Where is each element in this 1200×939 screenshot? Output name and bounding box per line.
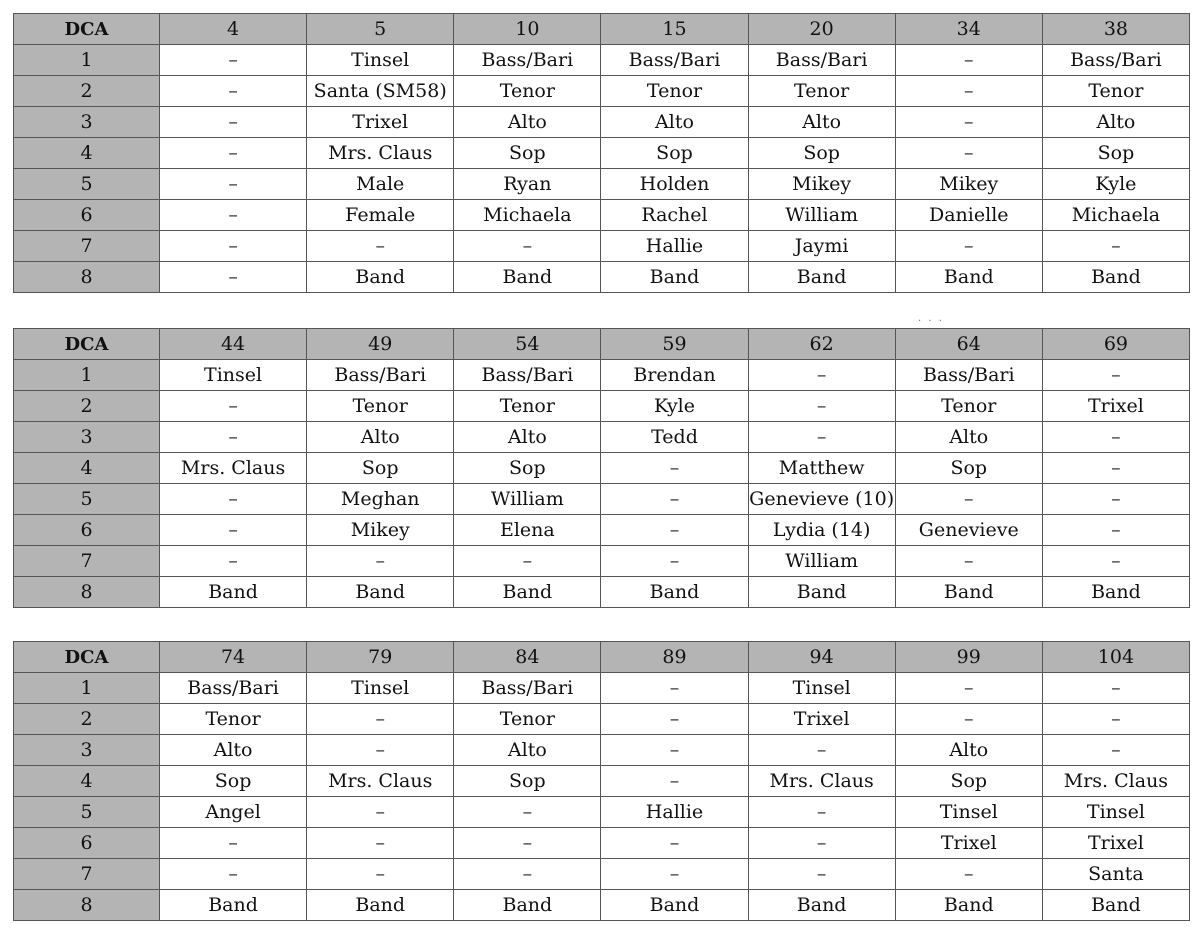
stray-mark: · · · — [918, 316, 944, 327]
table-cell: Band — [601, 262, 748, 293]
table-cell: Sop — [601, 138, 748, 169]
table-cell: – — [895, 704, 1042, 735]
table-cell: – — [160, 169, 307, 200]
column-header: 79 — [307, 642, 454, 673]
table-cell: Trixel — [1042, 828, 1189, 859]
row-label: 6 — [14, 515, 160, 546]
dca-corner-header: DCA — [14, 642, 160, 673]
table-row — [14, 391, 1190, 422]
column-header: 69 — [1042, 329, 1189, 360]
table-row — [14, 515, 1190, 546]
table-cell: – — [601, 859, 748, 890]
table-cell: – — [160, 828, 307, 859]
table-cell: Alto — [307, 422, 454, 453]
table-cell: – — [307, 546, 454, 577]
row-label: 4 — [14, 453, 160, 484]
table-cell: – — [160, 138, 307, 169]
table-cell: Tenor — [454, 391, 601, 422]
table-cell: Alto — [454, 422, 601, 453]
table-cell: Tinsel — [748, 673, 895, 704]
row-label: 5 — [14, 484, 160, 515]
table-cell: – — [160, 422, 307, 453]
table-cell: – — [1042, 231, 1189, 262]
table-cell: – — [601, 484, 748, 515]
table-cell: – — [895, 546, 1042, 577]
table-cell: Trixel — [307, 107, 454, 138]
row-label: 1 — [14, 360, 160, 391]
table-cell: Jaymi — [748, 231, 895, 262]
table-cell: Tinsel — [1042, 797, 1189, 828]
table-cell: Band — [748, 262, 895, 293]
column-header: 94 — [748, 642, 895, 673]
header-row — [14, 329, 1190, 360]
table-cell: Bass/Bari — [748, 45, 895, 76]
table-cell: – — [160, 231, 307, 262]
table-cell: – — [748, 735, 895, 766]
dca-corner-header: DCA — [14, 329, 160, 360]
table-row — [14, 577, 1190, 608]
table-cell: Genevieve — [895, 515, 1042, 546]
header-row — [14, 642, 1190, 673]
header-row — [14, 14, 1190, 45]
table-cell: Tenor — [1042, 76, 1189, 107]
table-cell: Trixel — [1042, 391, 1189, 422]
table-cell: Alto — [748, 107, 895, 138]
table-cell: Band — [307, 890, 454, 921]
table-cell: – — [1042, 453, 1189, 484]
table-cell: Female — [307, 200, 454, 231]
table-cell: Band — [160, 890, 307, 921]
row-label: 5 — [14, 169, 160, 200]
table-cell: – — [160, 262, 307, 293]
table-cell: Mikey — [895, 169, 1042, 200]
row-label: 2 — [14, 391, 160, 422]
table-cell: – — [895, 76, 1042, 107]
table-cell: Band — [307, 577, 454, 608]
row-label: 1 — [14, 45, 160, 76]
table-cell: Band — [454, 890, 601, 921]
table-cell: – — [1042, 546, 1189, 577]
table-cell: Sop — [895, 766, 1042, 797]
table-cell: – — [748, 859, 895, 890]
table-row — [14, 45, 1190, 76]
table-cell: – — [307, 231, 454, 262]
table-cell: Band — [1042, 262, 1189, 293]
table-1-header — [14, 14, 1190, 45]
table-row — [14, 231, 1190, 262]
table-cell: Trixel — [895, 828, 1042, 859]
table-cell: – — [895, 859, 1042, 890]
table-row — [14, 107, 1190, 138]
table-cell: Band — [748, 577, 895, 608]
table-cell: Bass/Bari — [895, 360, 1042, 391]
table-cell: Sop — [895, 453, 1042, 484]
table-cell: Bass/Bari — [1042, 45, 1189, 76]
table-cell: Ryan — [454, 169, 601, 200]
row-label: 7 — [14, 859, 160, 890]
table-cell: Genevieve (10) — [748, 484, 895, 515]
table-cell: Tinsel — [895, 797, 1042, 828]
table-cell: – — [1042, 484, 1189, 515]
table-cell: Tenor — [454, 76, 601, 107]
table-cell: Mrs. Claus — [748, 766, 895, 797]
dca-table-1 — [13, 13, 1190, 293]
table-row — [14, 453, 1190, 484]
table-cell: – — [307, 797, 454, 828]
row-label: 1 — [14, 673, 160, 704]
table-cell: – — [160, 107, 307, 138]
table-2-header — [14, 329, 1190, 360]
table-cell: – — [307, 704, 454, 735]
table-cell: – — [895, 107, 1042, 138]
table-cell: Tinsel — [160, 360, 307, 391]
column-header: 62 — [748, 329, 895, 360]
table-cell: – — [1042, 704, 1189, 735]
table-cell: Meghan — [307, 484, 454, 515]
table-cell: Alto — [454, 735, 601, 766]
table-cell: – — [601, 515, 748, 546]
table-cell: Sop — [454, 766, 601, 797]
dca-corner-header: DCA — [14, 14, 160, 45]
table-row — [14, 360, 1190, 391]
column-header: 44 — [160, 329, 307, 360]
table-cell: – — [748, 391, 895, 422]
table-cell: Santa (SM58) — [307, 76, 454, 107]
table-cell: Tenor — [895, 391, 1042, 422]
table-cell: William — [454, 484, 601, 515]
column-header: 38 — [1042, 14, 1189, 45]
table-cell: Sop — [748, 138, 895, 169]
table-cell: Tenor — [160, 704, 307, 735]
table-cell: William — [748, 200, 895, 231]
table-cell: Sop — [307, 453, 454, 484]
table-cell: Tedd — [601, 422, 748, 453]
table-cell: – — [1042, 422, 1189, 453]
table-cell: Lydia (14) — [748, 515, 895, 546]
table-cell: – — [748, 422, 895, 453]
column-header: 5 — [307, 14, 454, 45]
table-cell: Hallie — [601, 231, 748, 262]
table-cell: – — [601, 828, 748, 859]
table-cell: Santa — [1042, 859, 1189, 890]
row-label: 2 — [14, 76, 160, 107]
row-label: 7 — [14, 546, 160, 577]
table-cell: Tinsel — [307, 673, 454, 704]
table-cell: Tinsel — [307, 45, 454, 76]
table-row — [14, 890, 1190, 921]
column-header: 49 — [307, 329, 454, 360]
table-cell: Kyle — [601, 391, 748, 422]
table-cell: – — [454, 231, 601, 262]
table-cell: Band — [307, 262, 454, 293]
row-label: 6 — [14, 828, 160, 859]
table-cell: Trixel — [748, 704, 895, 735]
table-cell: Michaela — [1042, 200, 1189, 231]
table-cell: William — [748, 546, 895, 577]
table-row — [14, 546, 1190, 577]
table-cell: Alto — [454, 107, 601, 138]
column-header: 99 — [895, 642, 1042, 673]
table-1-body — [14, 45, 1190, 293]
table-cell: Mrs. Claus — [160, 453, 307, 484]
table-cell: – — [160, 76, 307, 107]
table-cell: Matthew — [748, 453, 895, 484]
table-cell: – — [748, 797, 895, 828]
table-row — [14, 138, 1190, 169]
table-cell: Sop — [1042, 138, 1189, 169]
row-label: 3 — [14, 422, 160, 453]
table-cell: Michaela — [454, 200, 601, 231]
table-cell: Band — [895, 577, 1042, 608]
table-cell: – — [160, 515, 307, 546]
table-cell: Bass/Bari — [454, 45, 601, 76]
table-cell: – — [895, 138, 1042, 169]
table-cell: Angel — [160, 797, 307, 828]
table-row — [14, 797, 1190, 828]
table-cell: Mrs. Claus — [307, 766, 454, 797]
table-row — [14, 200, 1190, 231]
table-cell: – — [601, 673, 748, 704]
table-cell: – — [454, 828, 601, 859]
table-cell: – — [601, 704, 748, 735]
table-3-header — [14, 642, 1190, 673]
column-header: 34 — [895, 14, 1042, 45]
table-cell: Alto — [160, 735, 307, 766]
table-cell: – — [160, 391, 307, 422]
row-label: 8 — [14, 890, 160, 921]
column-header: 4 — [160, 14, 307, 45]
table-cell: – — [748, 360, 895, 391]
table-cell: – — [1042, 735, 1189, 766]
table-cell: Alto — [601, 107, 748, 138]
table-cell: – — [1042, 515, 1189, 546]
table-cell: Mrs. Claus — [307, 138, 454, 169]
table-cell: – — [895, 484, 1042, 515]
table-cell: Mikey — [307, 515, 454, 546]
row-label: 3 — [14, 735, 160, 766]
table-cell: Brendan — [601, 360, 748, 391]
column-header: 104 — [1042, 642, 1189, 673]
table-cell: Band — [454, 262, 601, 293]
table-cell: – — [307, 828, 454, 859]
table-cell: Tenor — [454, 704, 601, 735]
table-cell: – — [601, 735, 748, 766]
table-row — [14, 484, 1190, 515]
table-cell: – — [1042, 360, 1189, 391]
table-cell: Mrs. Claus — [1042, 766, 1189, 797]
column-header: 64 — [895, 329, 1042, 360]
table-cell: – — [895, 673, 1042, 704]
table-cell: Alto — [895, 735, 1042, 766]
table-cell: – — [454, 797, 601, 828]
table-cell: – — [454, 859, 601, 890]
table-cell: Alto — [1042, 107, 1189, 138]
table-cell: – — [160, 200, 307, 231]
table-cell: Male — [307, 169, 454, 200]
table-cell: Band — [601, 577, 748, 608]
table-cell: – — [160, 546, 307, 577]
row-label: 5 — [14, 797, 160, 828]
table-cell: Band — [1042, 577, 1189, 608]
table-row — [14, 169, 1190, 200]
table-cell: Bass/Bari — [454, 360, 601, 391]
table-cell: Mikey — [748, 169, 895, 200]
table-cell: Sop — [454, 453, 601, 484]
table-cell: – — [601, 766, 748, 797]
table-row — [14, 262, 1190, 293]
column-header: 89 — [601, 642, 748, 673]
row-label: 8 — [14, 262, 160, 293]
row-label: 3 — [14, 107, 160, 138]
table-cell: Kyle — [1042, 169, 1189, 200]
table-cell: Bass/Bari — [160, 673, 307, 704]
table-cell: – — [307, 859, 454, 890]
table-row — [14, 766, 1190, 797]
table-cell: Band — [748, 890, 895, 921]
row-label: 2 — [14, 704, 160, 735]
table-cell: Bass/Bari — [307, 360, 454, 391]
row-label: 4 — [14, 138, 160, 169]
column-header: 84 — [454, 642, 601, 673]
table-cell: Band — [1042, 890, 1189, 921]
table-cell: – — [160, 484, 307, 515]
table-cell: Band — [160, 577, 307, 608]
table-row — [14, 859, 1190, 890]
table-row — [14, 735, 1190, 766]
table-row — [14, 673, 1190, 704]
row-label: 6 — [14, 200, 160, 231]
table-cell: – — [307, 735, 454, 766]
table-2-body — [14, 360, 1190, 608]
table-row — [14, 704, 1190, 735]
dca-table-2 — [13, 328, 1190, 608]
table-row — [14, 76, 1190, 107]
table-cell: Holden — [601, 169, 748, 200]
table-cell: Band — [895, 890, 1042, 921]
table-cell: – — [895, 231, 1042, 262]
row-label: 4 — [14, 766, 160, 797]
table-cell: Bass/Bari — [601, 45, 748, 76]
table-3-body — [14, 673, 1190, 921]
column-header: 15 — [601, 14, 748, 45]
table-cell: – — [160, 859, 307, 890]
table-cell: Band — [601, 890, 748, 921]
table-cell: Hallie — [601, 797, 748, 828]
row-label: 7 — [14, 231, 160, 262]
column-header: 74 — [160, 642, 307, 673]
table-row — [14, 828, 1190, 859]
table-cell: – — [601, 546, 748, 577]
table-cell: – — [748, 828, 895, 859]
table-cell: Rachel — [601, 200, 748, 231]
table-cell: – — [895, 45, 1042, 76]
table-cell: Band — [454, 577, 601, 608]
table-cell: Tenor — [601, 76, 748, 107]
table-cell: Tenor — [307, 391, 454, 422]
column-header: 10 — [454, 14, 601, 45]
table-cell: Band — [895, 262, 1042, 293]
table-cell: Bass/Bari — [454, 673, 601, 704]
column-header: 20 — [748, 14, 895, 45]
column-header: 59 — [601, 329, 748, 360]
dca-table-3 — [13, 641, 1190, 921]
table-cell: Sop — [454, 138, 601, 169]
row-label: 8 — [14, 577, 160, 608]
table-cell: Alto — [895, 422, 1042, 453]
table-cell: – — [601, 453, 748, 484]
table-cell: – — [454, 546, 601, 577]
table-cell: Danielle — [895, 200, 1042, 231]
table-cell: Sop — [160, 766, 307, 797]
table-cell: – — [160, 45, 307, 76]
table-row — [14, 422, 1190, 453]
table-cell: Tenor — [748, 76, 895, 107]
table-cell: Elena — [454, 515, 601, 546]
column-header: 54 — [454, 329, 601, 360]
table-cell: – — [1042, 673, 1189, 704]
